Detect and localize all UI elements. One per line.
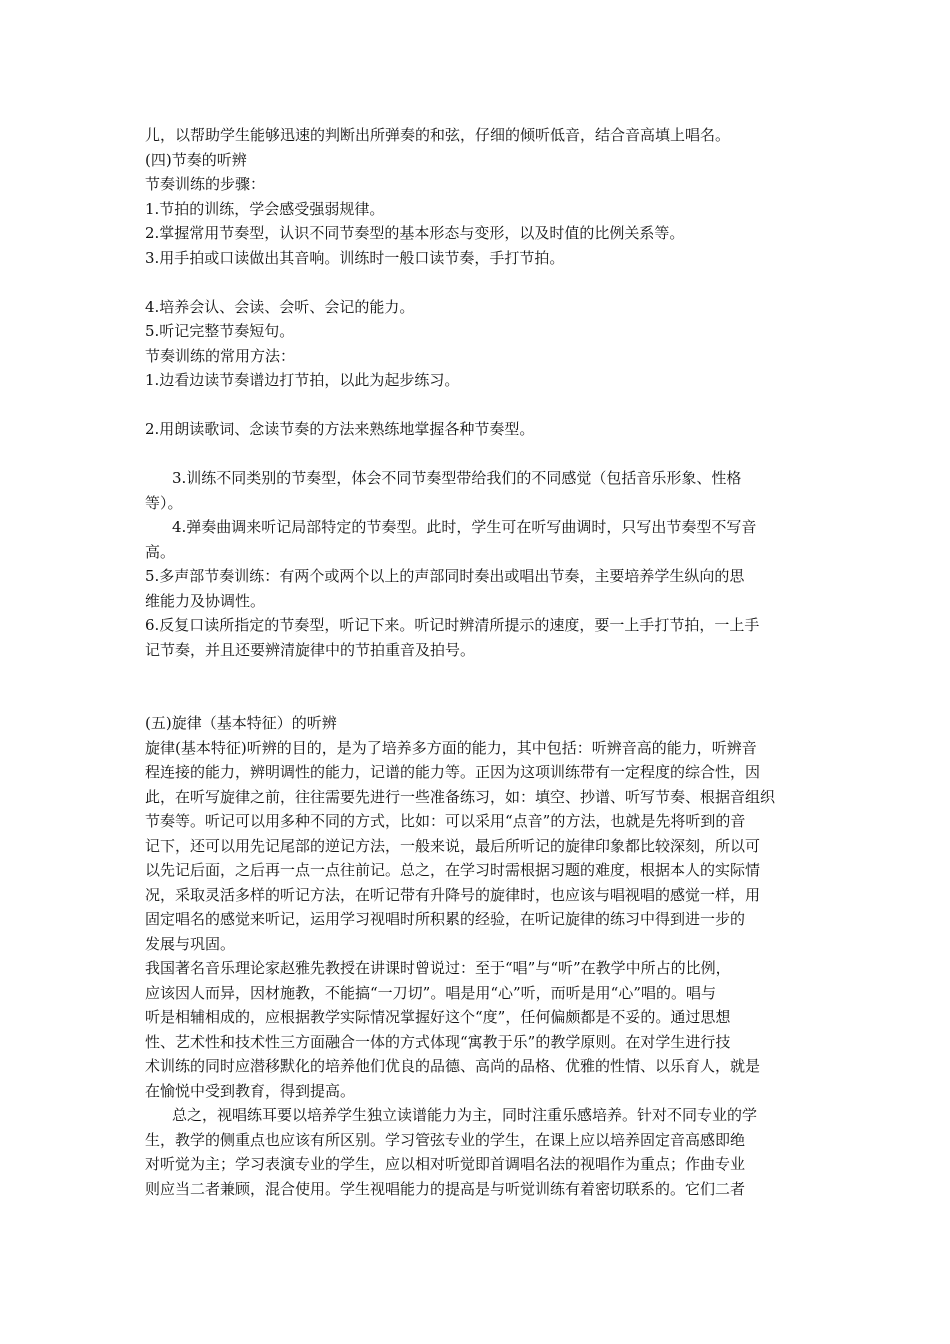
text-line: 4.弹奏曲调来听记局部特定的节奏型。此时，学生可在听写曲调时，只写出节奏型不写音 bbox=[172, 518, 757, 536]
list-item bbox=[145, 221, 815, 246]
list-item bbox=[145, 417, 815, 442]
text-line: 生，教学的侧重点也应该有所区别。学习管弦专业的学生，在课上应以培养固定音高感即绝 bbox=[145, 1130, 746, 1149]
list-item bbox=[145, 319, 815, 344]
subheading-steps bbox=[145, 172, 815, 197]
text-line: 在愉悦中受到教育，得到提高。 bbox=[145, 1081, 356, 1100]
list-item bbox=[145, 466, 815, 515]
spacer bbox=[145, 270, 815, 295]
text-line: 记下，还可以用先记尾部的逆记方法，一般来说，最后所听记的旋律印象都比较深刻，所以可 bbox=[145, 836, 761, 855]
paragraph-melody bbox=[145, 736, 815, 957]
text-line: 术训练的同时应潜移默化的培养他们优良的品德、高尚的品格、优雅的性情、以乐育人，就是 bbox=[145, 1057, 761, 1075]
list-item bbox=[145, 515, 815, 564]
text-line: 对听觉为主；学习表演专业的学生，应以相对听觉即首调唱名法的视唱作为重点；作曲专业 bbox=[145, 1155, 746, 1173]
list-item bbox=[145, 197, 815, 222]
text-line: 以先记后面，之后再一点一点往前记。总之，在学习时需根据习题的难度，根据本人的实际情 bbox=[145, 861, 761, 879]
text-line: 则应当二者兼顾，混合使用。学生视唱能力的提高是与听觉训练有着密切联系的。它们二者 bbox=[145, 1179, 746, 1198]
text-line: 6.反复口读所指定的节奏型，听记下来。听记时辨清所提示的速度，要一上手打节拍，一上手 bbox=[145, 616, 760, 634]
list-item bbox=[145, 246, 815, 271]
list-item bbox=[145, 613, 815, 662]
paragraph-quote bbox=[145, 956, 815, 1103]
section-heading-melody bbox=[145, 711, 815, 736]
text-line: 儿，以帮助学生能够迅速的判断出所弹奏的和弦，仔细的倾听低音，结合音高填上唱名。 bbox=[145, 126, 731, 144]
text-line: 我国著名音乐理论家赵雅先教授在讲课时曾说过：至于“唱”与“听”在教学中所占的比例， bbox=[145, 959, 731, 977]
text-line: 应该因人而异，因材施教，不能搞“一刀切”。唱是用“心”听，而听是用“心”唱的。唱与 bbox=[145, 983, 717, 1002]
text-line: 旋律(基本特征)听辨的目的，是为了培养多方面的能力，其中包括：听辨音高的能力，听辨音 bbox=[145, 738, 757, 757]
text-line: 3.用手拍或口读做出其音响。训练时一般口读节奏，手打节拍。 bbox=[145, 248, 565, 267]
subheading-methods bbox=[145, 344, 815, 369]
text-line: 况，采取灵活多样的听记方法，在听记带有升降号的旋律时，也应该与唱视唱的感觉一样，用 bbox=[145, 885, 761, 904]
paragraph bbox=[145, 123, 815, 148]
text-line: 总之，视唱练耳要以培养学生独立读谱能力为主，同时注重乐感培养。针对不同专业的学 bbox=[172, 1106, 758, 1124]
document-page bbox=[145, 123, 815, 1201]
text-line: 2.用朗读歌词、念读节奏的方法来熟练地掌握各种节奏型。 bbox=[145, 420, 535, 438]
text-line: 听是相辅相成的，应根据教学实际情况掌握好这个“度”，任何偏颇都是不妥的。通过思想 bbox=[145, 1008, 731, 1026]
text-line: (四)节奏的听辨 bbox=[145, 150, 247, 169]
paragraph-conclusion bbox=[145, 1103, 815, 1201]
text-line: 等）。 bbox=[145, 493, 183, 512]
list-item bbox=[145, 564, 815, 613]
text-line: 发展与巩固。 bbox=[145, 934, 236, 953]
text-line: 4.培养会认、会读、会听、会记的能力。 bbox=[145, 297, 415, 316]
section-heading-rhythm bbox=[145, 148, 815, 173]
spacer bbox=[145, 662, 815, 711]
text-line: 节奏训练的步骤： bbox=[145, 175, 266, 193]
text-line: 性、艺术性和技术性三方面融合一体的方式体现“寓教于乐”的教学原则。在对学生进行技 bbox=[145, 1032, 731, 1051]
spacer bbox=[145, 442, 815, 467]
list-item bbox=[145, 368, 815, 393]
text-line: 维能力及协调性。 bbox=[145, 591, 266, 610]
text-line: 节奏训练的常用方法： bbox=[145, 346, 296, 365]
text-line: 此，在听写旋律之前，往往需要先进行一些准备练习，如：填空、抄谱、听写节奏、根据音组织 bbox=[145, 787, 776, 806]
text-line: 5.多声部节奏训练：有两个或两个以上的声部同时奏出或唱出节奏，主要培养学生纵向的思 bbox=[145, 567, 745, 585]
list-item bbox=[145, 295, 815, 320]
text-line: 高。 bbox=[145, 542, 176, 561]
text-line: 3.训练不同类别的节奏型，体会不同节奏型带给我们的不同感觉（包括音乐形象、性格 bbox=[172, 469, 742, 487]
text-line: (五)旋律（基本特征）的听辨 bbox=[145, 714, 337, 732]
text-line: 程连接的能力，辨明调性的能力，记谱的能力等。正因为这项训练带有一定程度的综合性，因 bbox=[145, 763, 761, 781]
text-line: 5.听记完整节奏短句。 bbox=[145, 322, 295, 340]
text-line: 2.掌握常用节奏型，认识不同节奏型的基本形态与变形，以及时值的比例关系等。 bbox=[145, 224, 685, 242]
text-line: 记节奏，并且还要辨清旋律中的节拍重音及拍号。 bbox=[145, 640, 476, 659]
text-line: 节奏等。听记可以用多种不同的方式，比如：可以采用“点音”的方法，也就是先将听到的音 bbox=[145, 812, 746, 830]
spacer bbox=[145, 393, 815, 418]
text-line: 固定唱名的感觉来听记，运用学习视唱时所积累的经验，在听记旋律的练习中得到进一步的 bbox=[145, 910, 746, 928]
text-line: 1.节拍的训练，学会感受强弱规律。 bbox=[145, 199, 385, 218]
text-line: 1.边看边读节奏谱边打节拍，以此为起步练习。 bbox=[145, 371, 460, 389]
